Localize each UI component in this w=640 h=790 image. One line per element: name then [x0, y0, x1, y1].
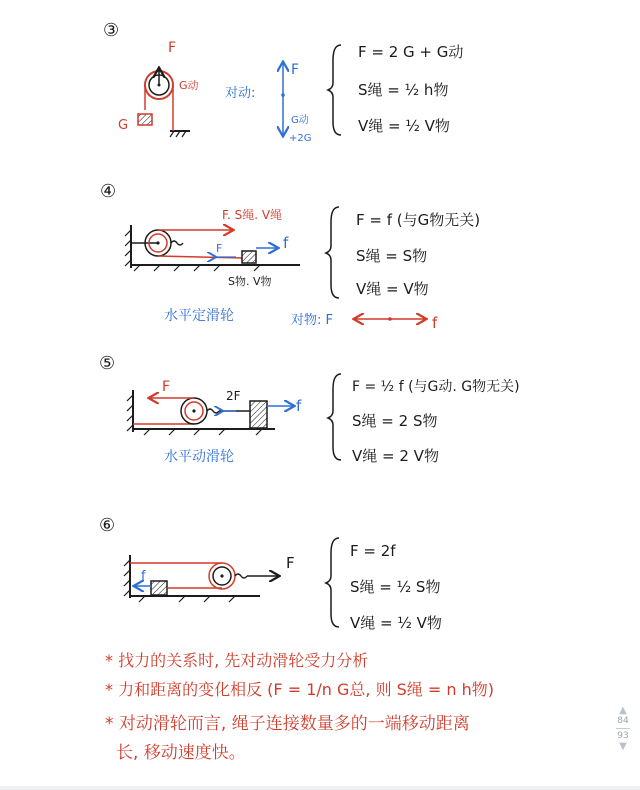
- caption: 水平定滑轮: [164, 308, 234, 324]
- force-f-label: F: [286, 554, 295, 572]
- section-number: ⑤: [99, 353, 116, 374]
- force-f-label: F: [168, 40, 177, 56]
- object-label: S物. V物: [228, 275, 272, 288]
- note-4: 长, 移动速度快。: [116, 743, 246, 763]
- caption: 水平动滑轮: [164, 449, 234, 465]
- equation-force: F = 2f: [350, 542, 396, 560]
- note-2: * 力和距离的变化相反 (F = 1/n G总, 则 S绳 = n h物): [105, 680, 494, 699]
- brace: [328, 374, 341, 460]
- brace: [326, 207, 339, 298]
- page-indicator: [610, 705, 636, 752]
- small-f-label: F: [216, 242, 223, 255]
- equation-velocity: V绳 = ½ V物: [358, 117, 450, 135]
- weight-g-label: G: [118, 118, 129, 133]
- bottom-edge-bar: [0, 786, 640, 790]
- force-f-label: F: [162, 379, 171, 395]
- force-analysis-4: [291, 312, 438, 332]
- force-analysis-3: [225, 62, 312, 144]
- note-3: * 对动滑轮而言, 绳子连接数量多的一端移动距离: [105, 714, 470, 734]
- page-divider: [616, 728, 630, 729]
- brace: [328, 45, 341, 135]
- friction-f-label: f: [283, 234, 289, 252]
- note-1: * 找力的关系时, 先对动滑轮受力分析: [105, 651, 369, 670]
- section-number: ③: [103, 20, 120, 41]
- equation-velocity: V绳 = ½ V物: [350, 614, 442, 632]
- equation-distance: S绳 = S物: [356, 247, 428, 265]
- equation-force: F = f (与G物无关): [356, 211, 481, 229]
- total-pages: 93: [617, 731, 629, 741]
- equation-velocity: V绳 = V物: [356, 280, 429, 298]
- section-6: [99, 515, 442, 632]
- current-page: 84: [617, 716, 629, 726]
- summary-notes: [105, 651, 494, 763]
- top-rope-label: F. S绳. V绳: [222, 208, 283, 222]
- analysis-text: 对物: F: [291, 313, 333, 328]
- diagram-movable-pulley-horizontal: [127, 379, 302, 435]
- equation-force: F = 2 G + G动: [358, 43, 464, 61]
- two-f-label: 2F: [226, 389, 241, 403]
- diagram-movable-pulley-reverse: [124, 554, 295, 602]
- g-dong-label: G动: [179, 79, 199, 92]
- section-3: [103, 20, 463, 144]
- analysis-f-label: f: [432, 314, 438, 332]
- analysis-down2-label: +2G: [289, 133, 312, 144]
- analysis-down1-label: G动: [291, 115, 309, 126]
- equation-distance: S绳 = ½ S物: [350, 578, 441, 596]
- equation-distance: S绳 = 2 S物: [352, 412, 438, 430]
- diagram-movable-pulley-vertical: [118, 40, 199, 137]
- section-number: ⑥: [99, 515, 116, 536]
- equation-force: F = ½ f (与G动. G物无关): [352, 379, 520, 395]
- equation-velocity: V绳 = 2 V物: [352, 447, 439, 465]
- brace: [326, 538, 339, 627]
- page-up-icon[interactable]: ▲: [619, 705, 627, 716]
- analysis-up-label: F: [291, 62, 300, 78]
- section-5: [99, 353, 520, 465]
- analysis-title: 对动:: [225, 86, 256, 101]
- equation-distance: S绳 = ½ h物: [358, 81, 449, 99]
- page-down-icon[interactable]: ▼: [619, 741, 627, 752]
- section-4: [100, 181, 480, 332]
- diagram-fixed-pulley-horizontal: [125, 208, 300, 288]
- friction-f-label: f: [141, 569, 146, 584]
- section-number: ④: [100, 181, 117, 202]
- friction-f-label: f: [296, 397, 302, 415]
